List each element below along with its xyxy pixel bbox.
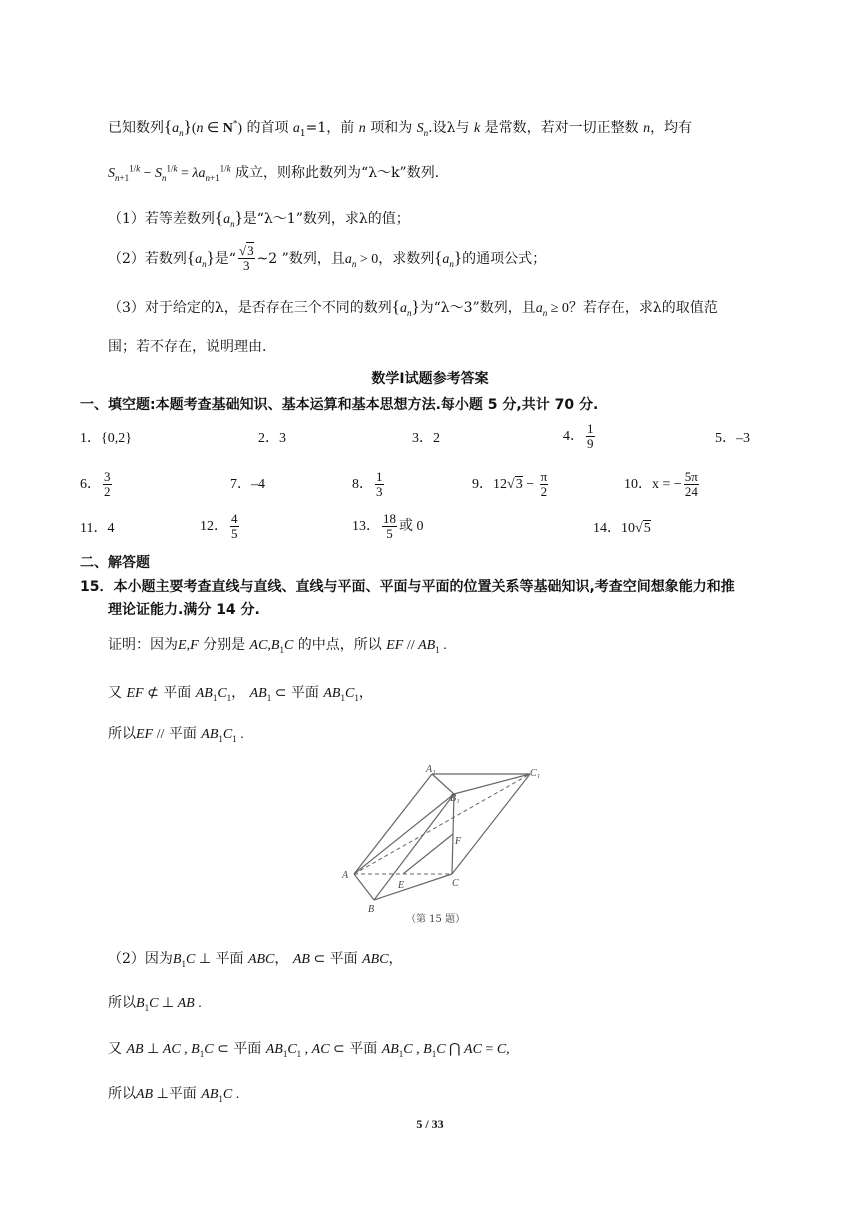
label-B: B	[368, 904, 375, 915]
page-number: 5 / 33	[416, 1117, 444, 1131]
edge-A-C1	[354, 774, 530, 874]
text: （1）若等差数列	[108, 211, 215, 227]
text: .设λ与	[428, 120, 470, 136]
question-1: （1）若等差数列$\{a_n\}$是“λ～1”数列，求λ的值；	[108, 208, 410, 229]
fraction-numerator: 18	[383, 511, 396, 526]
answer-radicand: 3	[515, 477, 523, 493]
fraction-denominator: 5	[382, 526, 397, 542]
edge-A1-B1	[432, 774, 454, 794]
proof-line-2: 又 EF ⊄ 平面 $AB_1C_1$， $AB_1$ ⊂ 平面 $AB_1C_1$，	[108, 685, 373, 703]
answer-item	[230, 478, 265, 492]
prism-dashed-edges	[354, 774, 530, 874]
answer-value: –3	[736, 431, 750, 446]
answer-item	[624, 470, 701, 500]
answer-value: –4	[251, 477, 265, 492]
answer-number: 5．	[715, 431, 736, 446]
label-A1: A₁	[426, 764, 436, 775]
text: 所以	[108, 1086, 136, 1102]
text: 是“λ～1”数列，求λ的值；	[242, 211, 410, 227]
answer-value: 3	[279, 431, 286, 446]
answer-number: 14．	[593, 521, 621, 536]
text: ，求数列	[378, 250, 435, 267]
text: 成立，则称此数列为“λ～k”数列.	[235, 165, 440, 181]
fraction-numerator: π	[540, 469, 548, 484]
question-2: （2）若数列$\{a_n\}$是“ $\frac{√3}{3}$ ~2 ”数列，且$a_n > 0$，求数列$\{a_n\}$的通项公式；	[108, 243, 547, 273]
answer-item	[563, 422, 597, 452]
fraction-numerator: 1	[376, 469, 383, 484]
text: 所以	[108, 995, 136, 1011]
text: 平面	[215, 951, 244, 967]
text: （3）对于给定的λ，是否存在三个不同的数列	[108, 300, 392, 316]
fraction-denominator: 2	[540, 483, 548, 499]
answer-number: 10．	[624, 477, 652, 493]
problem-intro-line: 已知数列$\{a_n\}(n$ ∈ N*) 的首项 $a_1=1$，前 n 项和为 $S_n$.设λ与 k 是常数，若对一切正整数 n，均有	[108, 117, 693, 139]
fraction-numerator: 1	[587, 421, 594, 436]
answer-radicand: 5	[643, 521, 651, 536]
answer-item	[80, 432, 132, 446]
answer-item	[352, 512, 424, 542]
edge-A-A1	[354, 774, 432, 874]
answer-item	[200, 512, 241, 542]
text: 项和为	[370, 120, 413, 136]
text: ，均有	[650, 120, 693, 136]
text: 已知数列	[108, 120, 164, 136]
label-B1: B₁	[450, 793, 460, 804]
edge-E-F	[403, 834, 453, 874]
answer-prefix: x = −	[652, 477, 682, 493]
answer-fraction	[382, 512, 397, 542]
answer-fraction	[103, 470, 112, 500]
answer-number: 1．	[80, 431, 101, 446]
proof-line-1: 证明：因为E,F 分别是 $AC,B_1C$ 的中点，所以 EF // $AB_1$ .	[108, 637, 447, 655]
answer-title: 数学Ⅰ试题参考答案	[371, 371, 489, 387]
prism-solid-edges	[354, 774, 530, 900]
text: 平面	[290, 685, 319, 701]
section-2-heading: 二、解答题	[80, 555, 150, 571]
edge-B-C	[374, 874, 452, 900]
edge-A-B1	[354, 794, 454, 874]
answer-number: 9．	[472, 477, 493, 493]
answer-item	[472, 470, 550, 500]
q15-heading-line1: 15．本小题主要考查直线与直线、直线与平面、平面与平面的位置关系等基础知识,考查空间想象能力和推	[80, 579, 735, 595]
text: 的中点，所以	[297, 637, 382, 653]
answer-item	[352, 470, 386, 500]
fraction-numerator: 4	[231, 511, 238, 526]
question-3-line2: 围；若不存在，说明理由.	[108, 339, 267, 355]
answer-fraction	[586, 422, 595, 452]
edge-A-B	[354, 874, 374, 900]
text: 是“	[214, 250, 236, 267]
label-A: A	[342, 870, 349, 881]
label-F: F	[455, 836, 462, 847]
answer-operator: −	[522, 477, 538, 493]
sqrt-symbol: √	[507, 477, 515, 493]
text: 证明：因为	[108, 637, 178, 653]
answer-value: 4	[107, 521, 115, 536]
answer-item	[412, 432, 440, 446]
text: =1，前	[305, 120, 355, 136]
text: 所以	[108, 726, 136, 742]
text: ？若存在，求λ的取值范	[568, 300, 718, 316]
proof-part2-line-4: 所以AB ⊥平面 $AB_1C$ .	[108, 1086, 240, 1104]
answer-number: 2．	[258, 431, 279, 446]
proof-part2-line-1: （2）因为$B_1C$ ⊥ 平面 ABC， AB ⊂ 平面 ABC，	[108, 951, 403, 969]
fraction-numerator: 3	[104, 469, 111, 484]
figure-caption: （第 15 题）	[406, 914, 466, 925]
text: 平面	[233, 1041, 262, 1057]
prism-figure	[330, 764, 550, 928]
answer-item	[258, 432, 286, 446]
edge-B1-C1	[454, 774, 530, 794]
answer-item	[80, 470, 114, 500]
text: 平面	[329, 951, 358, 967]
answer-value: 2	[433, 431, 440, 446]
answer-number: 11．	[80, 521, 108, 536]
answer-prefix: 10	[621, 521, 635, 536]
answer-item	[593, 522, 651, 536]
edge-C1-C	[452, 774, 530, 874]
text: 分别是	[203, 637, 246, 653]
answer-number: 12．	[200, 519, 228, 535]
answer-suffix: 或 0	[399, 519, 424, 535]
answer-number: 8．	[352, 477, 373, 493]
text: 又	[108, 685, 122, 701]
answer-number: 4．	[563, 429, 584, 445]
fraction-denominator: 5	[231, 525, 238, 541]
problem-definition-line: $S_{n+1}^{1/k} - S_n^{1/k} = \lambda a_{n+1}^{1/k}$ 成立，则称此数列为“λ～k”数列.	[108, 163, 440, 183]
fraction-numerator: 5π	[684, 469, 698, 484]
fraction-denominator: 3	[376, 483, 383, 499]
answer-number: 6．	[80, 477, 101, 493]
text: 又	[108, 1041, 122, 1057]
label-C1: C₁	[530, 768, 541, 779]
fraction-denominator: 9	[587, 435, 594, 451]
answer-number: 13．	[352, 519, 380, 535]
text: （2）因为	[108, 951, 173, 967]
edge-B-B1	[374, 794, 454, 900]
answer-value: {0,2}	[101, 431, 132, 446]
text: ~2 ”数列，且	[256, 250, 345, 267]
answer-item	[80, 522, 114, 536]
answer-prefix: 12	[493, 477, 507, 493]
text: （2）若数列	[108, 250, 187, 267]
answer-number: 3．	[412, 431, 433, 446]
answer-fraction	[540, 470, 549, 500]
text: 平面	[168, 1086, 197, 1102]
label-C: C	[452, 878, 459, 889]
text: 为“λ～3”数列，且	[419, 300, 536, 316]
answer-number: 7．	[230, 477, 251, 492]
answer-fraction	[684, 470, 699, 500]
section-1-heading: 一、填空题:本题考查基础知识、基本运算和基本思想方法.每小题 5 分,共计 70 分.	[80, 397, 599, 413]
sqrt-symbol: √	[635, 521, 643, 536]
label-E: E	[398, 880, 405, 891]
text: 是常数，若对一切正整数	[484, 120, 639, 136]
proof-line-3: 所以EF // 平面 $AB_1C_1$ .	[108, 726, 244, 744]
fraction-denominator: 24	[684, 483, 698, 499]
answer-item	[715, 432, 750, 446]
text: 平面	[168, 726, 197, 742]
text: 平面	[349, 1041, 378, 1057]
question-3: （3）对于给定的λ，是否存在三个不同的数列$\{a_n\}$为“λ～3”数列，且$a_n \ge 0$？若存在，求λ的取值范	[108, 297, 718, 318]
fraction-denominator: 2	[104, 483, 111, 499]
proof-part2-line-2: 所以$B_1C$ ⊥ AB .	[108, 995, 202, 1013]
answer-fraction	[230, 512, 239, 542]
proof-part2-line-3: 又 AB ⊥ AC , $B_1C$ ⊂ 平面 $AB_1C_1$ , AC ⊂ 平面 $AB_1C$ , $B_1C$ ⋂ AC = C,	[108, 1041, 510, 1059]
answer-fraction	[375, 470, 384, 500]
text: 的通项公式；	[462, 250, 547, 267]
q15-heading-line2: 理论证能力.满分 14 分.	[108, 602, 260, 618]
text: 的首项	[246, 120, 289, 136]
text: 平面	[163, 685, 192, 701]
